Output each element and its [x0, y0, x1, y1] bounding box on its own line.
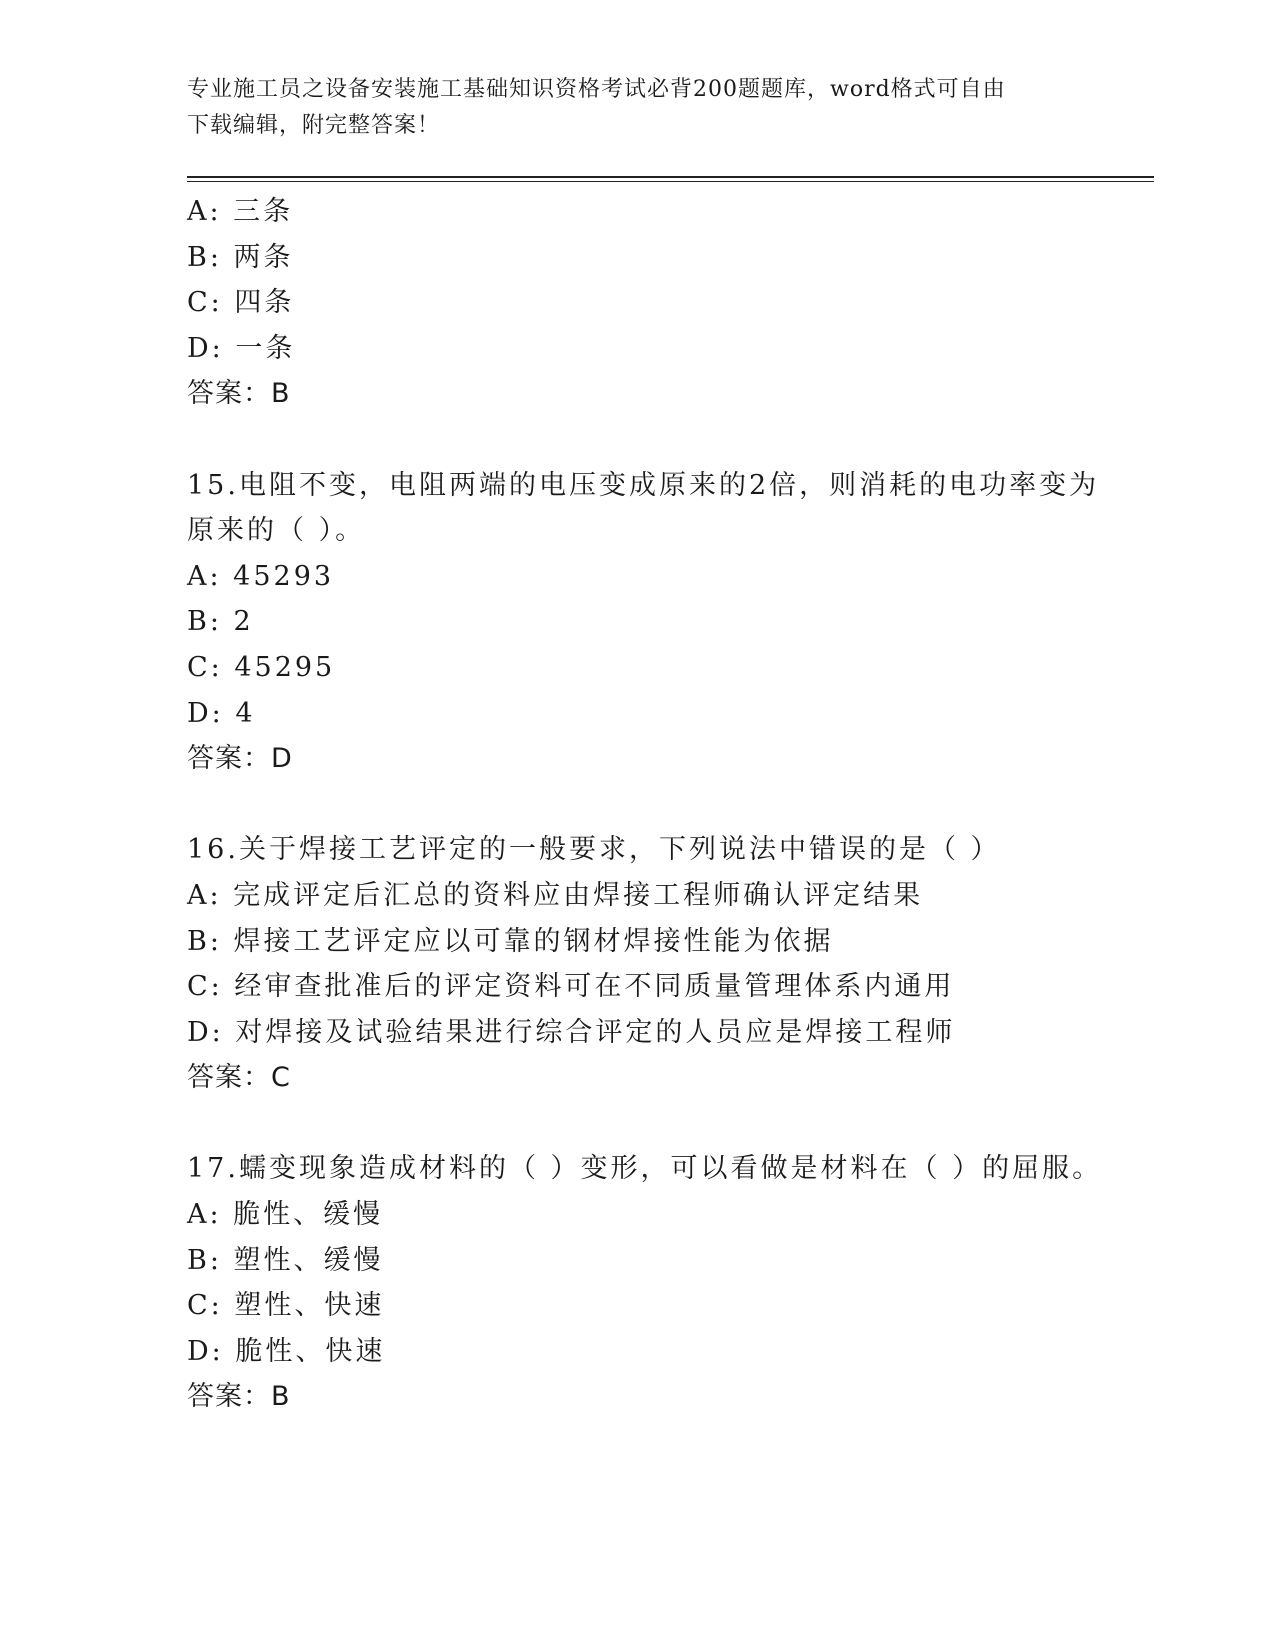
document-header — [187, 72, 1067, 144]
option-c: C: 塑性、快速 — [187, 1290, 385, 1322]
spacer — [187, 417, 1147, 463]
question-stem-line-1: 17.蠕变现象造成材料的（ ）变形，可以看做是材料在（ ）的屈服。 — [187, 1153, 1103, 1185]
option-c: C: 经审查批准后的评定资料可在不同质量管理体系内通用 — [187, 971, 955, 1003]
option-a: A: 脆性、缓慢 — [187, 1199, 384, 1231]
option-a: A: 三条 — [187, 196, 294, 227]
question-stem-line-2: 原来的（ ）。 — [187, 515, 366, 547]
answer-line: 答案：B — [187, 378, 291, 410]
option-a: A: 完成评定后汇总的资料应由焊接工程师确认评定结果 — [187, 879, 924, 911]
question-14 — [187, 189, 1147, 417]
option-b: B: 塑性、缓慢 — [187, 1244, 384, 1276]
option-c: C: 45295 — [187, 651, 336, 683]
option-d: D: 对焊接及试验结果进行综合评定的人员应是焊接工程师 — [187, 1016, 956, 1048]
answer-line: 答案：D — [187, 743, 293, 775]
header-line-1: 专业施工员之设备安装施工基础知识资格考试必背200题题库，word格式可自由 — [187, 77, 1006, 102]
option-d: D: 一条 — [187, 332, 296, 364]
option-a: A: 45293 — [187, 560, 335, 592]
question-stem-line-1: 16.关于焊接工艺评定的一般要求，下列说法中错误的是（ ） — [187, 834, 1001, 866]
spacer — [187, 1101, 1147, 1147]
option-b: B: 2 — [187, 606, 254, 638]
question-16 — [187, 827, 1147, 1101]
header-divider-thick — [187, 176, 1154, 178]
spacer — [187, 782, 1147, 828]
question-17 — [187, 1146, 1147, 1420]
option-c: C: 四条 — [187, 287, 295, 319]
option-b: B: 两条 — [187, 241, 294, 273]
option-d: D: 4 — [187, 697, 256, 729]
question-list — [187, 189, 1147, 1420]
answer-line: 答案：B — [187, 1381, 291, 1413]
option-b: B: 焊接工艺评定应以可靠的钢材焊接性能为依据 — [187, 925, 834, 957]
option-d: D: 脆性、快速 — [187, 1335, 386, 1367]
question-stem-line-1: 15.电阻不变，电阻两端的电压变成原来的2倍，则消耗的电功率变为 — [187, 469, 1100, 501]
header-divider-thin — [187, 181, 1154, 182]
answer-line: 答案：C — [187, 1062, 291, 1094]
header-line-2: 下载编辑，附完整答案！ — [187, 113, 441, 138]
question-15 — [187, 463, 1147, 782]
